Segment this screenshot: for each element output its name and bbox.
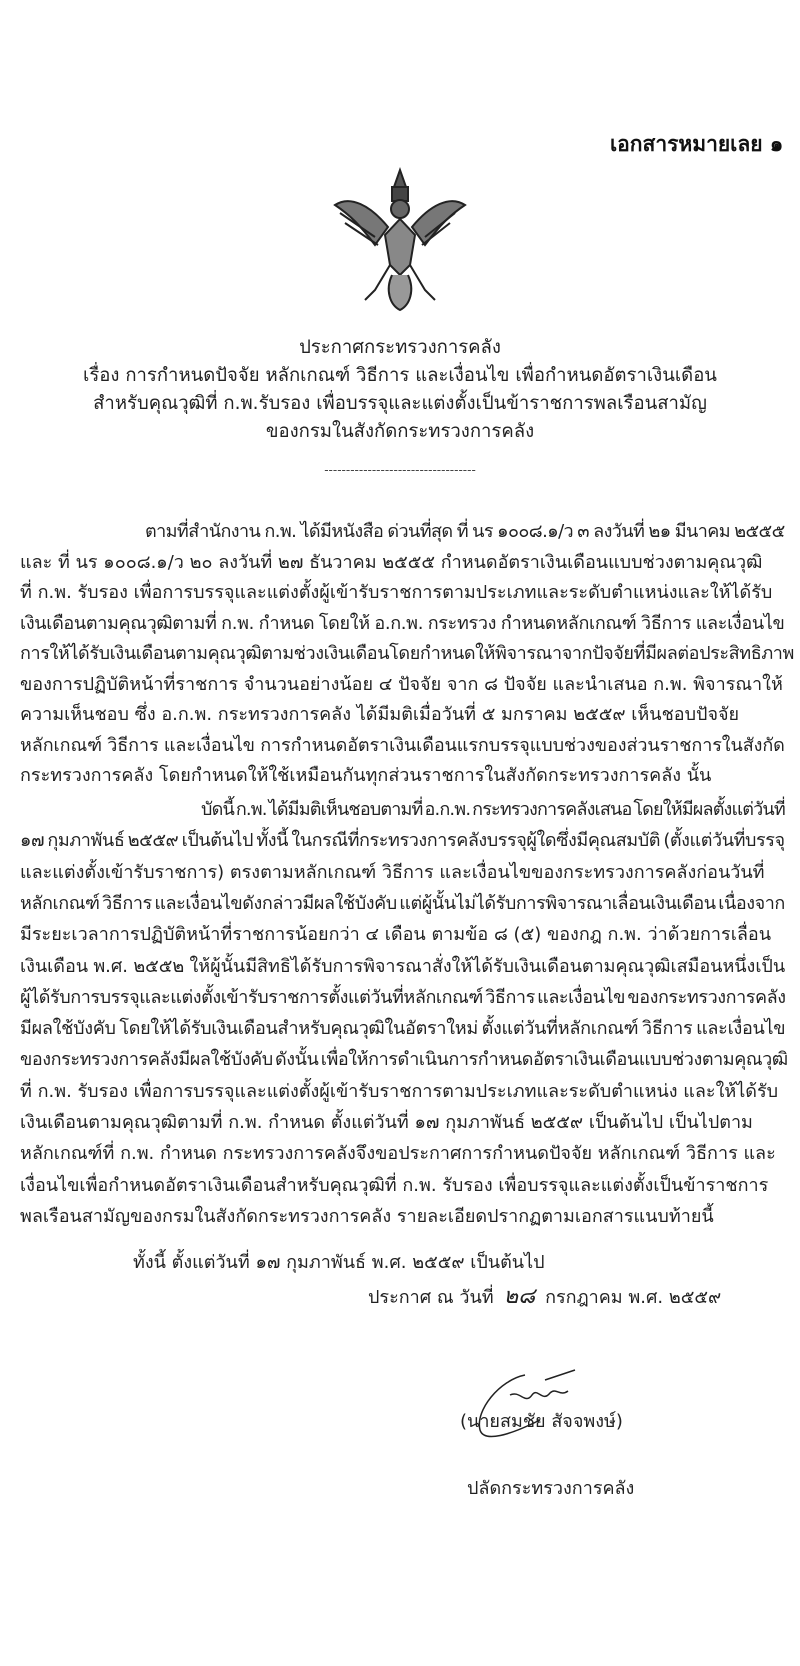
announcement-month-year: กรกฎาคม พ.ศ. ๒๕๕๙ [545, 1287, 722, 1308]
paragraph-line: กระทรวงการคลัง โดยกำหนดให้ใช้เหมือนกันทุกส่วนราชการในสังกัดกระทรวงการคลัง นั้น [20, 765, 712, 786]
paragraph-line: ๑๗ กุมภาพันธ์ ๒๕๕๙ เป็นต้นไป ทั้งนี้ ในกรณีที่กระทรวงการคลังบรรจุผู้ใดซึ่งมีคุณสมบัติ (ตั้งแต่วันที่บรรจุ [20, 830, 785, 852]
paragraph-line: ที่ ก.พ. รับรอง เพื่อการบรรจุและแต่งตั้งผู้เข้ารับราชการตามประเภทและระดับตำแหน่ง และให้ได้รับ [20, 1080, 779, 1102]
paragraph-line: ความเห็นชอบ ซึ่ง อ.ก.พ. กระทรวงการคลัง ได้มีมติเมื่อวันที่ ๕ มกราคม ๒๕๕๙ เห็นชอบปัจจัย [20, 704, 740, 725]
paragraph-line: ของการปฏิบัติหน้าที่ราชการ จำนวนอย่างน้อย ๔ ปัจจัย จาก ๘ ปัจจัย และนำเสนอ ก.พ. พิจารณาให้ [20, 673, 783, 695]
paragraph-line: มีผลใช้บังคับ โดยให้ได้รับเงินเดือนสำหรับคุณวุฒิในอัตราใหม่ ตั้งแต่วันที่หลักเกณฑ์ วิธีการ และเงื่อนไข [20, 1018, 786, 1040]
document-number: เอกสารหมายเลย ๑ [610, 132, 784, 156]
paragraph-line: บัดนี้ ก.พ. ได้มีมติเห็นชอบตามที่ อ.ก.พ. กระทรวงการคลังเสนอ โดยให้มีผลตั้งแต่วันที่ [201, 799, 785, 820]
paragraph-line: หลักเกณฑ์ วิธีการ และเงื่อนไขดังกล่าวมีผลใช้บังคับ แต่ผู้นั้นไม่ได้รับการพิจารณาเลื่อนเงินเดือน เนื่องจาก [20, 892, 785, 914]
paragraph-line: เงินเดือน พ.ศ. ๒๕๕๒ ให้ผู้นั้นมีสิทธิได้รับการพิจารณาสั่งให้ได้รับเงินเดือนตามคุณวุฒิเสมือนหนึ่งเป็น [20, 955, 786, 977]
signatory-name: (นายสมชัย สัจจพงษ์) [460, 1411, 623, 1432]
heading-subject-line-2: สำหรับคุณวุฒิที่ ก.พ.รับรอง เพื่อบรรจุและแต่งตั้งเป็นข้าราชการพลเรือนสามัญ [93, 393, 707, 414]
paragraph-line: และแต่งตั้งเข้ารับราชการ) ตรงตามหลักเกณฑ์ วิธีการ และเงื่อนไขของกระทรวงการคลังก่อนวันที่ [20, 861, 765, 883]
paragraph-line: เงินเดือนตามคุณวุฒิตามที่ ก.พ. กำหนด ตั้งแต่วันที่ ๑๗ กุมภาพันธ์ ๒๕๕๙ เป็นต้นไป เป็นไปตาม [20, 1112, 753, 1133]
paragraph-line: ที่ ก.พ. รับรอง เพื่อการบรรจุและแต่งตั้งผู้เข้ารับราชการตามประเภทและระดับตำแหน่งและให้ได้รับ [20, 582, 773, 603]
heading-subject: เรื่อง การกำหนดปัจจัย หลักเกณฑ์ วิธีการ และเงื่อนไข เพื่อกำหนดอัตราเงินเดือน [83, 365, 717, 386]
paragraph-line: หลักเกณฑ์ที่ ก.พ. กำหนด กระทรวงการคลังจึงขอประกาศการกำหนดปัจจัย หลักเกณฑ์ วิธีการ และ [20, 1143, 776, 1165]
signatory-position: ปลัดกระทรวงการคลัง [467, 1478, 635, 1499]
heading-subject-line-3: ของกรมในสังกัดกระทรวงการคลัง [265, 421, 535, 442]
paragraph-line: เงื่อนไขเพื่อกำหนดอัตราเงินเดือนสำหรับคุณวุฒิที่ ก.พ. รับรอง เพื่อบรรจุและแต่งตั้งเป็นข้าราชการ [20, 1174, 769, 1196]
announcement-prefix: ประกาศ ณ วันที่ [368, 1287, 494, 1308]
announcement-date [368, 1283, 721, 1312]
handwritten-day: ๒๘ [503, 1284, 536, 1309]
paragraph-line: ผู้ได้รับการบรรจุและแต่งตั้งเข้ารับราชการตั้งแต่วันที่หลักเกณฑ์ วิธีการ และเงื่อนไข ของกระทรวงการคลัง [20, 986, 786, 1008]
paragraph-line: ของกระทรวงการคลังมีผลใช้บังคับ ดังนั้น เพื่อให้การดำเนินการกำหนดอัตราเงินเดือนแบบช่วงตามคุณวุฒิ [20, 1049, 788, 1071]
paragraph-line: การให้ได้รับเงินเดือนตามคุณวุฒิตามช่วงเงินเดือนโดยกำหนดให้พิจารณาจากปัจจัยที่มีผลต่อประสิทธิภาพ [20, 643, 795, 664]
garuda-emblem-icon [330, 165, 470, 315]
paragraph-line: ตามที่สำนักงาน ก.พ. ได้มีหนังสือ ด่วนที่สุด ที่ นร ๑๐๐๘.๑/ว ๓ ลงวันที่ ๒๑ มีนาคม ๒๕๕๕ [145, 521, 785, 542]
paragraph-line: และ ที่ นร ๑๐๐๘.๑/ว ๒๐ ลงวันที่ ๒๗ ธันวาคม ๒๕๕๕ กำหนดอัตราเงินเดือนแบบช่วงตามคุณวุฒิ [20, 551, 763, 573]
effective-date: ทั้งนี้ ตั้งแต่วันที่ ๑๗ กุมภาพันธ์ พ.ศ. ๒๕๕๙ เป็นต้นไป [133, 1252, 545, 1273]
paragraph-line: มีระยะเวลาการปฏิบัติหน้าที่ราชการน้อยกว่า ๔ เดือน ตามข้อ ๘ (๕) ของกฎ ก.พ. ว่าด้วยการเลื่อน [20, 924, 772, 946]
heading-title: ประกาศกระทรวงการคลัง [299, 337, 501, 358]
paragraph-line: พลเรือนสามัญของกรมในสังกัดกระทรวงการคลัง รายละเอียดปรากฏตามเอกสารแนบท้ายนี้ [20, 1205, 714, 1227]
heading-divider: ----------------------------------- [324, 463, 476, 477]
paragraph-line: เงินเดือนตามคุณวุฒิตามที่ ก.พ. กำหนด โดยให้ อ.ก.พ. กระทรวง กำหนดหลักเกณฑ์ วิธีการ และเงื่อนไข [20, 612, 785, 634]
paragraph-line: หลักเกณฑ์ วิธีการ และเงื่อนไข การกำหนดอัตราเงินเดือนแรกบรรจุแบบช่วงของส่วนราชการในสังกัด [20, 734, 785, 756]
